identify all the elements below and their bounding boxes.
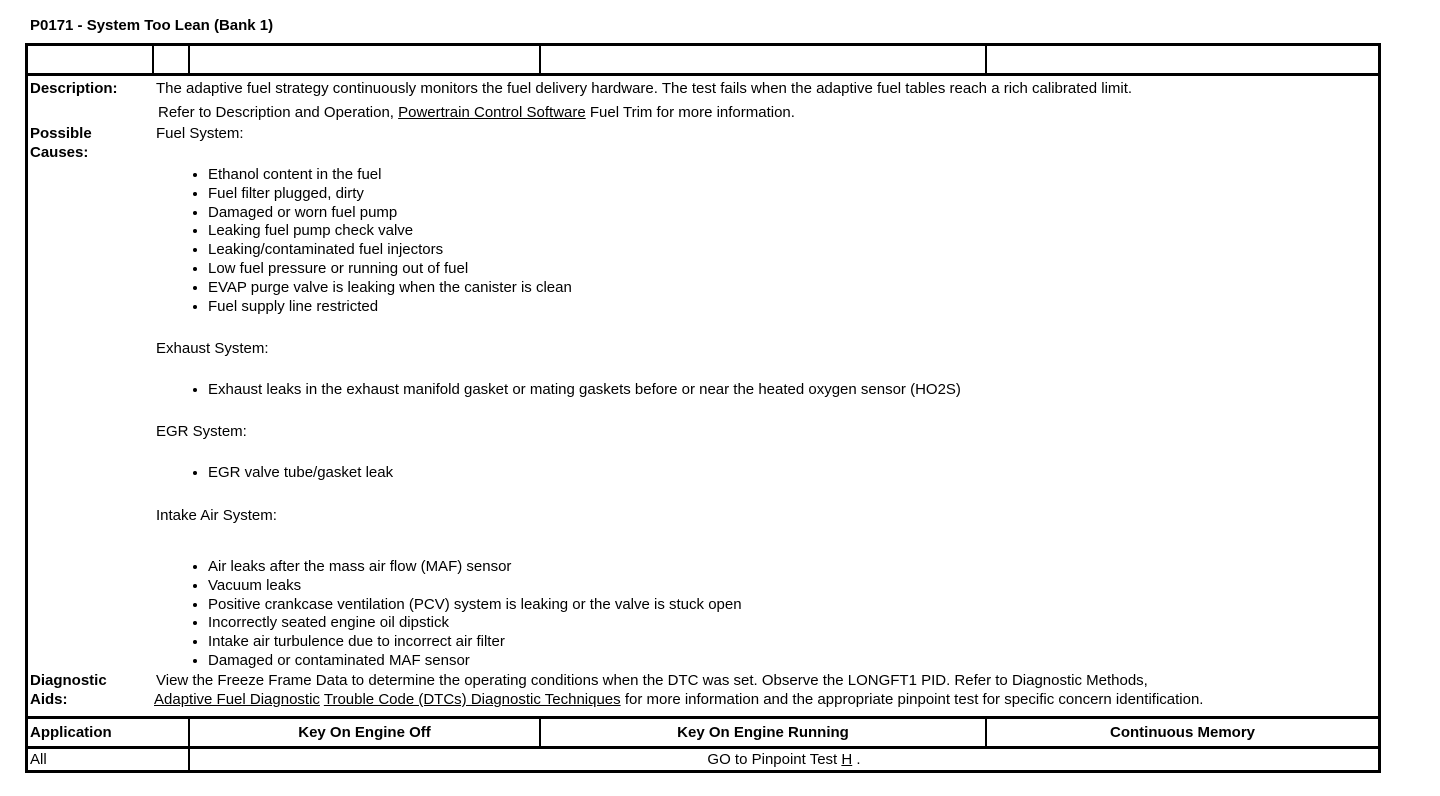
list-item: • Positive crankcase ventilation (PCV) system is leaking or the valve is stuck open	[208, 596, 742, 615]
reference-prefix: Refer to Description and Operation,	[158, 104, 399, 121]
column-header-continuous-memory: Continuous Memory	[1110, 724, 1255, 741]
group-heading: EGR System:	[156, 423, 247, 440]
application-cell: All	[30, 751, 47, 768]
powertrain-control-software-link[interactable]: Powertrain Control Software	[398, 104, 586, 121]
list-item: • Exhaust leaks in the exhaust manifold gasket or mating gaskets before or near the heated oxygen sensor (HO2S)	[208, 381, 961, 400]
description-reference	[158, 103, 795, 122]
dtc-diagnostic-techniques-link[interactable]: Trouble Code (DTCs) Diagnostic Techniques	[323, 691, 621, 708]
table-row	[28, 746, 1378, 770]
divider	[539, 46, 541, 73]
list-item: • EGR valve tube/gasket leak	[208, 464, 393, 483]
description-label: Description:	[30, 80, 118, 97]
column-header-application: Application	[30, 724, 112, 741]
possible-causes-label-1: Possible	[30, 125, 92, 142]
pinpoint-test-cell	[190, 749, 1378, 770]
header-row	[28, 46, 1378, 76]
action-suffix: .	[852, 751, 861, 768]
adaptive-fuel-diagnostic-link[interactable]: Adaptive Fuel Diagnostic	[154, 691, 320, 708]
possible-causes-label-2: Causes:	[30, 144, 89, 161]
divider	[152, 46, 154, 73]
list-item: • EVAP purge valve is leaking when the canister is clean	[208, 279, 572, 298]
diagnostic-aids-text: View the Freeze Frame Data to determine the operating conditions when the DTC was set. Observe the LONGFT1 PID. Refer to Diagnostic Methods,	[156, 672, 1148, 689]
divider	[188, 46, 190, 73]
column-header-koeo: Key On Engine Off	[298, 724, 431, 741]
list-item: • Incorrectly seated engine oil dipstick	[208, 614, 742, 633]
diagnostic-aids-label-1: Diagnostic	[30, 672, 107, 689]
diagnostic-aids-reference	[154, 690, 1203, 709]
action-text: GO to Pinpoint Test	[707, 751, 842, 768]
list-item: • Fuel filter plugged, dirty	[208, 185, 572, 204]
column-header-koer: Key On Engine Running	[677, 724, 849, 741]
cause-list-intake	[178, 558, 742, 671]
pinpoint-test-h-link[interactable]: H	[841, 751, 853, 768]
cause-list-egr	[178, 464, 393, 483]
group-heading: Exhaust System:	[156, 340, 269, 357]
content-body	[28, 76, 1378, 716]
list-item: • Leaking fuel pump check valve	[208, 222, 572, 241]
list-item: • Low fuel pressure or running out of fuel	[208, 260, 572, 279]
table-header-row	[28, 716, 1378, 746]
list-item: • Vacuum leaks	[208, 577, 742, 596]
reference-suffix: for more information and the appropriate pinpoint test for specific concern identification.	[620, 691, 1204, 708]
cause-list-exhaust	[178, 381, 961, 400]
list-item: • Intake air turbulence due to incorrect air filter	[208, 633, 742, 652]
reference-suffix: Fuel Trim for more information.	[585, 104, 795, 121]
description-text: The adaptive fuel strategy continuously monitors the fuel delivery hardware. The test fails when the adaptive fuel tables reach a rich calibrated limit.	[156, 80, 1133, 97]
group-heading: Intake Air System:	[156, 507, 277, 524]
list-item: • Ethanol content in the fuel	[208, 166, 572, 185]
list-item: • Damaged or worn fuel pump	[208, 204, 572, 223]
list-item: • Leaking/contaminated fuel injectors	[208, 241, 572, 260]
cause-list-fuel	[178, 166, 572, 316]
dtc-table	[25, 43, 1381, 773]
group-heading: Fuel System:	[156, 125, 244, 142]
list-item: • Air leaks after the mass air flow (MAF) sensor	[208, 558, 742, 577]
page-title: P0171 - System Too Lean (Bank 1)	[30, 17, 274, 34]
divider	[985, 46, 987, 73]
list-item: • Fuel supply line restricted	[208, 298, 572, 317]
diagnostic-aids-label-2: Aids:	[30, 691, 68, 708]
list-item: • Damaged or contaminated MAF sensor	[208, 652, 742, 671]
